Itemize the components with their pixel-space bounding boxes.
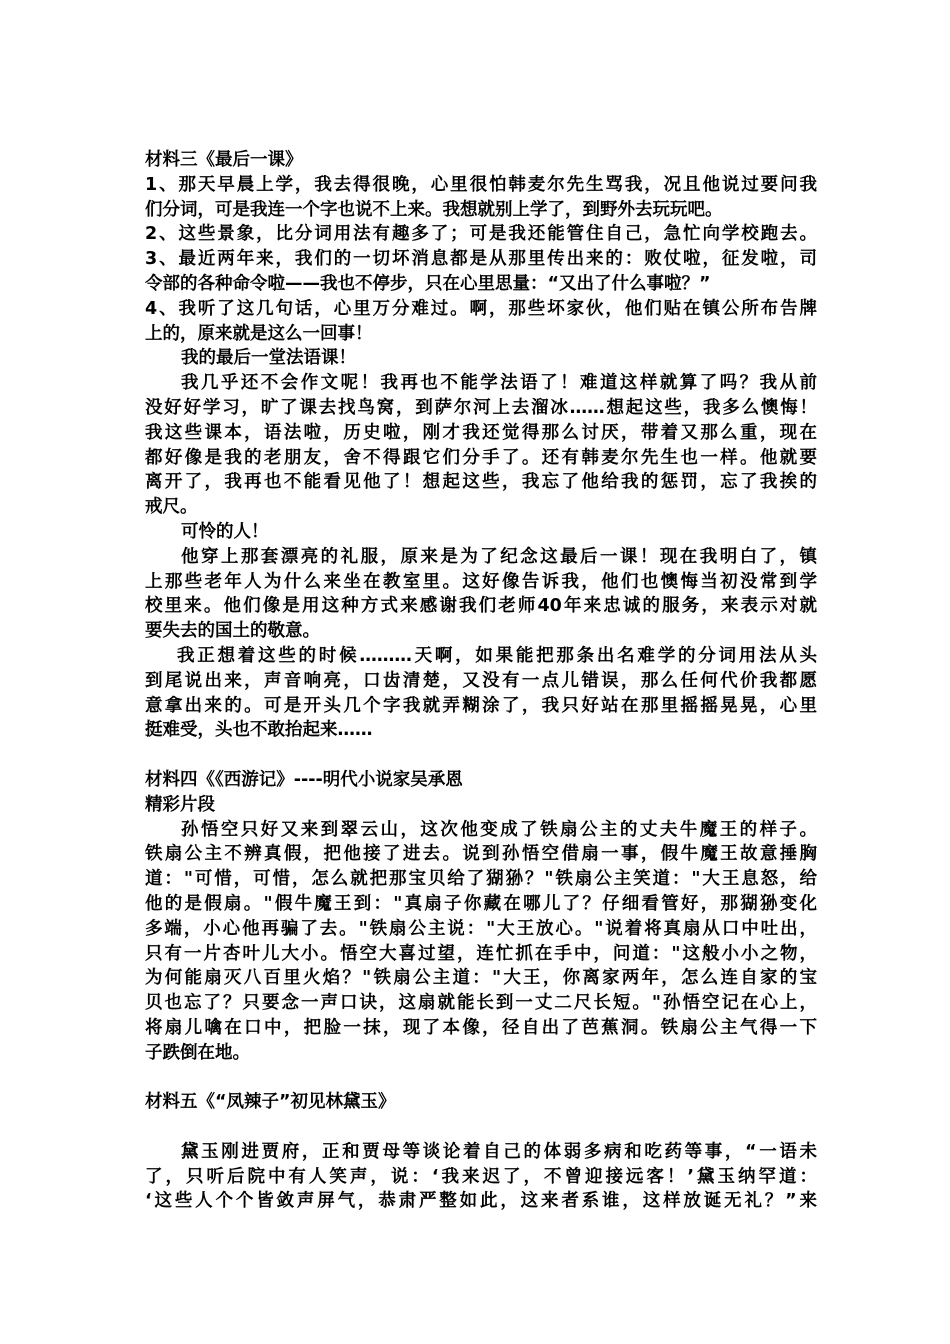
text-line: 戒尺。	[145, 497, 198, 518]
blank-line	[145, 743, 817, 768]
text-line: 3、最近两年来，我们的一切坏消息都是从那里传出来的：败仗啦，征发啦，司	[145, 249, 817, 270]
text-line: 离开了，我再也不能看见他了！想起这些，我忘了他给我的惩罚，忘了我挨的	[145, 472, 817, 493]
text-line: 挺难受，头也不敢抬起来……	[145, 720, 373, 741]
text-line: 我这些课本，语法啦，历史啦，刚才我还觉得那么讨厌，带着又那么重，现在	[145, 422, 817, 443]
section-title: 材料四《《西游记》----明代小说家吴承恩	[145, 769, 463, 790]
text-line: 令部的各种命令啦——我也不停步，只在心里思量：“又出了什么事啦？”	[145, 273, 711, 294]
text-line: 道："可惜，可惜，怎么就把那宝贝给了猢狲？"铁扇公主笑道："大王息怒，给	[145, 869, 817, 890]
text-line: 他穿上那套漂亮的礼服，原来是为了纪念这最后一课！现在我明白了，镇	[181, 546, 817, 567]
text-line: ‘这些人个个皆敛声屏气，恭肃严整如此，这来者系谁，这样放诞无礼？”来	[145, 1191, 817, 1212]
text-line: 黛玉刚进贾府，正和贾母等谈论着自己的体弱多病和吃药等事，“一语未	[181, 1141, 817, 1162]
text-line: 都好像是我的老朋友，舍不得跟它们分手了。还有韩麦尔先生也一样。他就要	[145, 447, 817, 468]
text-line: 校里来。他们像是用这种方式来感谢我们老师40年来忠诚的服务，来表示对就	[145, 596, 817, 617]
section-title: 材料五《“凤辣子”初见林黛玉》	[145, 1092, 396, 1113]
blank-line	[145, 1115, 817, 1140]
document-page	[145, 148, 817, 1214]
text-line: 到尾说出来，声音响亮，口齿清楚，又没有一点儿错误，那么任何代价我都愿	[145, 670, 817, 691]
text-line: 我正想着这些的时候………天啊，如果能把那条出名难学的分词用法从头	[177, 645, 817, 666]
text-line: 了，只听后院中有人笑声，说：‘我来迟了，不曾迎接远客！’黛玉纳罕道：	[145, 1166, 817, 1187]
text-line: 1、那天早晨上学，我去得很晚，心里很怕韩麦尔先生骂我，况且他说过要问我	[145, 174, 817, 195]
text-line: 4、我听了这几句话，心里万分难过。啊，那些坏家伙，他们贴在镇公所布告牌	[145, 298, 817, 319]
text-line: 贝也忘了？只要念一声口诀，这扇就能长到一丈二尺长短。"孙悟空记在心上，	[145, 993, 817, 1014]
text-line: 为何能扇灭八百里火焰？"铁扇公主道："大王，你离家两年，怎么连自家的宝	[145, 968, 817, 989]
text-line: 他的是假扇。"假牛魔王到："真扇子你藏在哪儿了？仔细看管好，那猢狲变化	[145, 893, 817, 914]
text-line: 意拿出来的。可是开头几个字我就弄糊涂了，我只好站在那里摇摇晃晃，心里	[145, 695, 817, 716]
text-line: 上那些老年人为什么来坐在教室里。这好像告诉我，他们也懊悔当初没常到学	[145, 571, 817, 592]
text-line: 多端，小心他再骗了去。"铁扇公主说："大王放心。"说着将真扇从口中吐出，	[145, 918, 817, 939]
text-line: 可怜的人！	[181, 521, 269, 542]
text-line: 孙悟空只好又来到翠云山，这次他变成了铁扇公主的丈夫牛魔王的样子。	[181, 819, 817, 840]
text-line: 我几乎还不会作文呢！我再也不能学法语了！难道这样就算了吗？我从前	[181, 373, 817, 394]
blank-line	[145, 1065, 817, 1090]
text-line: 将扇儿噙在口中，把脸一抹，现了本像，径自出了芭蕉洞。铁扇公主气得一下	[145, 1017, 817, 1038]
section-subtitle: 精彩片段	[145, 794, 215, 815]
text-line: 铁扇公主不辨真假，把他接了进去。说到孙悟空借扇一事，假牛魔王故意捶胸	[145, 844, 817, 865]
text-line: 要失去的国土的敬意。	[145, 621, 320, 642]
text-line: 们分词，可是我连一个字也说不上来。我想就别上学了，到野外去玩玩吧。	[145, 199, 723, 220]
text-line: 只有一片杏叶儿大小。悟空大喜过望，连忙抓在手中，问道："这般小小之物，	[145, 943, 817, 964]
section-title: 材料三《最后一课》	[145, 150, 303, 170]
text-line: 子跌倒在地。	[145, 1042, 250, 1063]
text-line: 上的，原来就是这么一回事！	[145, 323, 373, 344]
text-line: 2、这些景象，比分词用法有趣多了；可是我还能管住自己，急忙向学校跑去。	[145, 224, 817, 245]
text-line: 我的最后一堂法语课！	[181, 348, 356, 369]
text-line: 没好好学习，旷了课去找鸟窝，到萨尔河上去溜冰……想起这些，我多么懊悔！	[145, 397, 817, 418]
